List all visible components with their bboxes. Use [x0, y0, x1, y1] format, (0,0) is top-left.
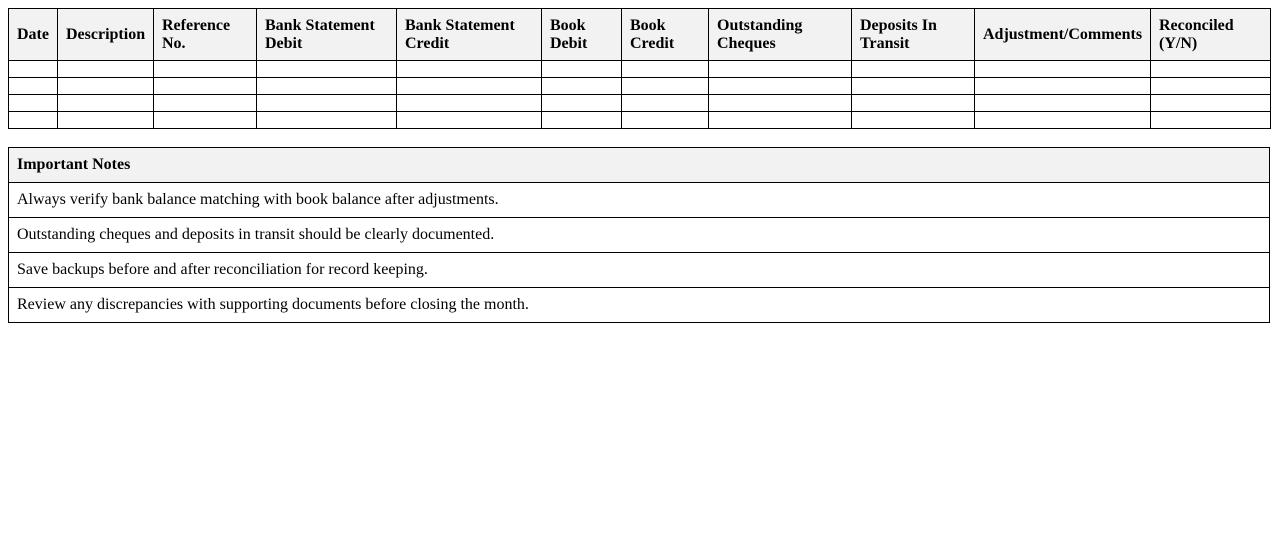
table-cell [58, 95, 154, 112]
table-cell [397, 95, 542, 112]
table-cell [257, 95, 397, 112]
table-cell [709, 112, 852, 129]
table-row [9, 61, 1271, 78]
note-row [9, 253, 1270, 288]
table-cell [622, 61, 709, 78]
table-cell [9, 61, 58, 78]
header-book-credit: Book Credit [622, 9, 709, 61]
header-deposits-in-transit: Deposits In Transit [852, 9, 975, 61]
header-reference-no: Reference No. [154, 9, 257, 61]
note-row [9, 288, 1270, 323]
table-cell [709, 78, 852, 95]
table-cell [852, 95, 975, 112]
table-cell [397, 61, 542, 78]
table-cell [257, 61, 397, 78]
table-cell [257, 112, 397, 129]
table-cell [9, 78, 58, 95]
table-cell [709, 95, 852, 112]
header-date: Date [9, 9, 58, 61]
table-cell [1151, 95, 1271, 112]
table-cell [542, 112, 622, 129]
table-cell [397, 112, 542, 129]
table-cell [852, 78, 975, 95]
table-cell [542, 95, 622, 112]
table-cell [1151, 61, 1271, 78]
table-cell [1151, 112, 1271, 129]
page-content [8, 8, 1270, 323]
table-cell [622, 78, 709, 95]
table-cell [975, 112, 1151, 129]
header-bank-statement-debit: Bank Statement Debit [257, 9, 397, 61]
table-cell [975, 95, 1151, 112]
notes-title: Important Notes [9, 148, 1270, 183]
table-cell [852, 61, 975, 78]
table-cell [1151, 78, 1271, 95]
note-row [9, 218, 1270, 253]
table-cell [58, 78, 154, 95]
note-text: Outstanding cheques and deposits in transit should be clearly documented. [9, 218, 1270, 253]
reconciliation-table [8, 8, 1271, 129]
table-cell [9, 95, 58, 112]
note-text: Review any discrepancies with supporting documents before closing the month. [9, 288, 1270, 323]
table-cell [154, 78, 257, 95]
table-cell [975, 78, 1151, 95]
table-cell [975, 61, 1151, 78]
table-cell [542, 61, 622, 78]
note-row [9, 183, 1270, 218]
table-cell [709, 61, 852, 78]
table-row [9, 112, 1271, 129]
header-outstanding-cheques: Outstanding Cheques [709, 9, 852, 61]
header-adjustment-comments: Adjustment/Comments [975, 9, 1151, 61]
header-reconciled: Reconciled (Y/N) [1151, 9, 1271, 61]
table-row [9, 95, 1271, 112]
important-notes-table [8, 147, 1270, 323]
note-text: Always verify bank balance matching with book balance after adjustments. [9, 183, 1270, 218]
table-header-row [9, 9, 1271, 61]
table-cell [257, 78, 397, 95]
table-cell [154, 61, 257, 78]
table-cell [154, 95, 257, 112]
table-cell [9, 112, 58, 129]
table-cell [397, 78, 542, 95]
header-bank-statement-credit: Bank Statement Credit [397, 9, 542, 61]
table-cell [622, 95, 709, 112]
header-description: Description [58, 9, 154, 61]
table-row [9, 78, 1271, 95]
table-cell [58, 61, 154, 78]
table-cell [58, 112, 154, 129]
table-cell [622, 112, 709, 129]
table-cell [852, 112, 975, 129]
header-book-debit: Book Debit [542, 9, 622, 61]
note-text: Save backups before and after reconciliation for record keeping. [9, 253, 1270, 288]
notes-header-row [9, 148, 1270, 183]
table-cell [542, 78, 622, 95]
table-cell [154, 112, 257, 129]
